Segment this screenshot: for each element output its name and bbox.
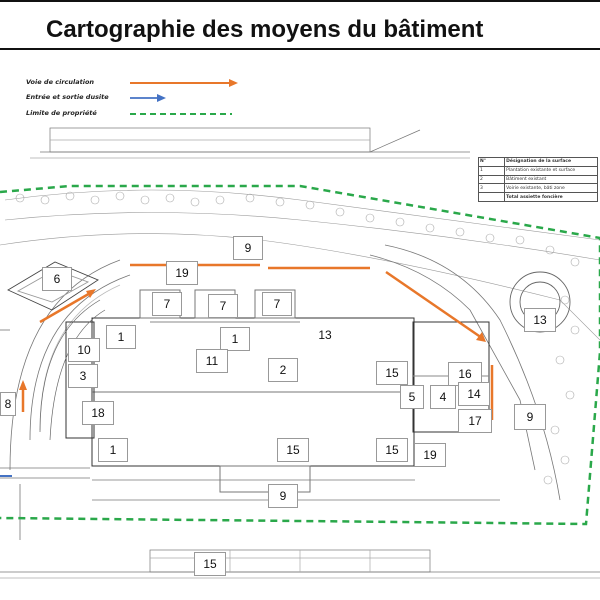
legend-item-circulation bbox=[20, 78, 260, 92]
zone-label-1: 1 bbox=[220, 327, 250, 351]
zone-label-7: 7 bbox=[208, 294, 238, 318]
zone-label-19: 19 bbox=[166, 261, 198, 285]
legend-item-property-limit bbox=[20, 109, 260, 123]
zone-label-15: 15 bbox=[194, 552, 226, 576]
zone-label-18: 18 bbox=[82, 401, 114, 425]
zone-label-7: 7 bbox=[262, 292, 292, 316]
map-title: Cartographie des moyens du bâtiment bbox=[46, 16, 484, 43]
table-cell: Bâtiment existant bbox=[505, 175, 598, 184]
top-elevation-sketch bbox=[30, 128, 470, 158]
table-cell bbox=[479, 193, 505, 202]
zone-label-9: 9 bbox=[268, 484, 298, 508]
table-header-row bbox=[479, 158, 598, 167]
zone-label-9: 9 bbox=[514, 404, 546, 430]
zone-label-13: 13 bbox=[318, 328, 332, 342]
zone-label-14: 14 bbox=[458, 382, 490, 406]
zone-label-8: 8 bbox=[0, 392, 16, 416]
zone-label-6: 6 bbox=[42, 267, 72, 291]
zone-label-9: 9 bbox=[233, 236, 263, 260]
legend bbox=[20, 76, 260, 126]
zone-label-5: 5 bbox=[400, 385, 424, 409]
zone-label-16: 16 bbox=[448, 362, 482, 386]
bottom-elevation-sketch bbox=[0, 550, 600, 578]
bottom-roads bbox=[0, 468, 500, 540]
surface-table bbox=[478, 157, 598, 202]
legend-item-entry-exit bbox=[20, 93, 260, 107]
table-cell: 3 bbox=[479, 184, 505, 193]
table-header-cell: Désignation de la surface bbox=[505, 158, 598, 167]
table-cell: Plantation existante et surface bbox=[505, 166, 598, 175]
table-row bbox=[479, 175, 598, 184]
zone-label-19: 19 bbox=[414, 443, 446, 467]
zone-label-2: 2 bbox=[268, 358, 298, 382]
table-row bbox=[479, 184, 598, 193]
zone-label-1: 1 bbox=[106, 325, 136, 349]
table-cell: 2 bbox=[479, 175, 505, 184]
zone-label-4: 4 bbox=[430, 385, 456, 409]
legend-label: Entrée et sortie dusite bbox=[26, 93, 109, 101]
table-cell: Total assiette foncière bbox=[505, 193, 598, 202]
table-row bbox=[479, 193, 598, 202]
zone-label-15: 15 bbox=[376, 438, 408, 462]
table-header-cell: N° bbox=[479, 158, 505, 167]
legend-label: Limite de propriété bbox=[26, 109, 97, 117]
table-cell: 1 bbox=[479, 166, 505, 175]
zone-label-13: 13 bbox=[524, 308, 556, 332]
zone-label-10: 10 bbox=[68, 338, 100, 362]
table-cell: Voirie existante, bâti zone bbox=[505, 184, 598, 193]
zone-label-1: 1 bbox=[98, 438, 128, 462]
table-row bbox=[479, 166, 598, 175]
zone-label-7: 7 bbox=[152, 292, 182, 316]
zone-label-15: 15 bbox=[277, 438, 309, 462]
legend-label: Voie de circulation bbox=[26, 78, 95, 86]
zone-label-17: 17 bbox=[458, 409, 492, 433]
zone-label-11: 11 bbox=[196, 349, 228, 373]
zone-label-15: 15 bbox=[376, 361, 408, 385]
zone-label-3: 3 bbox=[68, 364, 98, 388]
